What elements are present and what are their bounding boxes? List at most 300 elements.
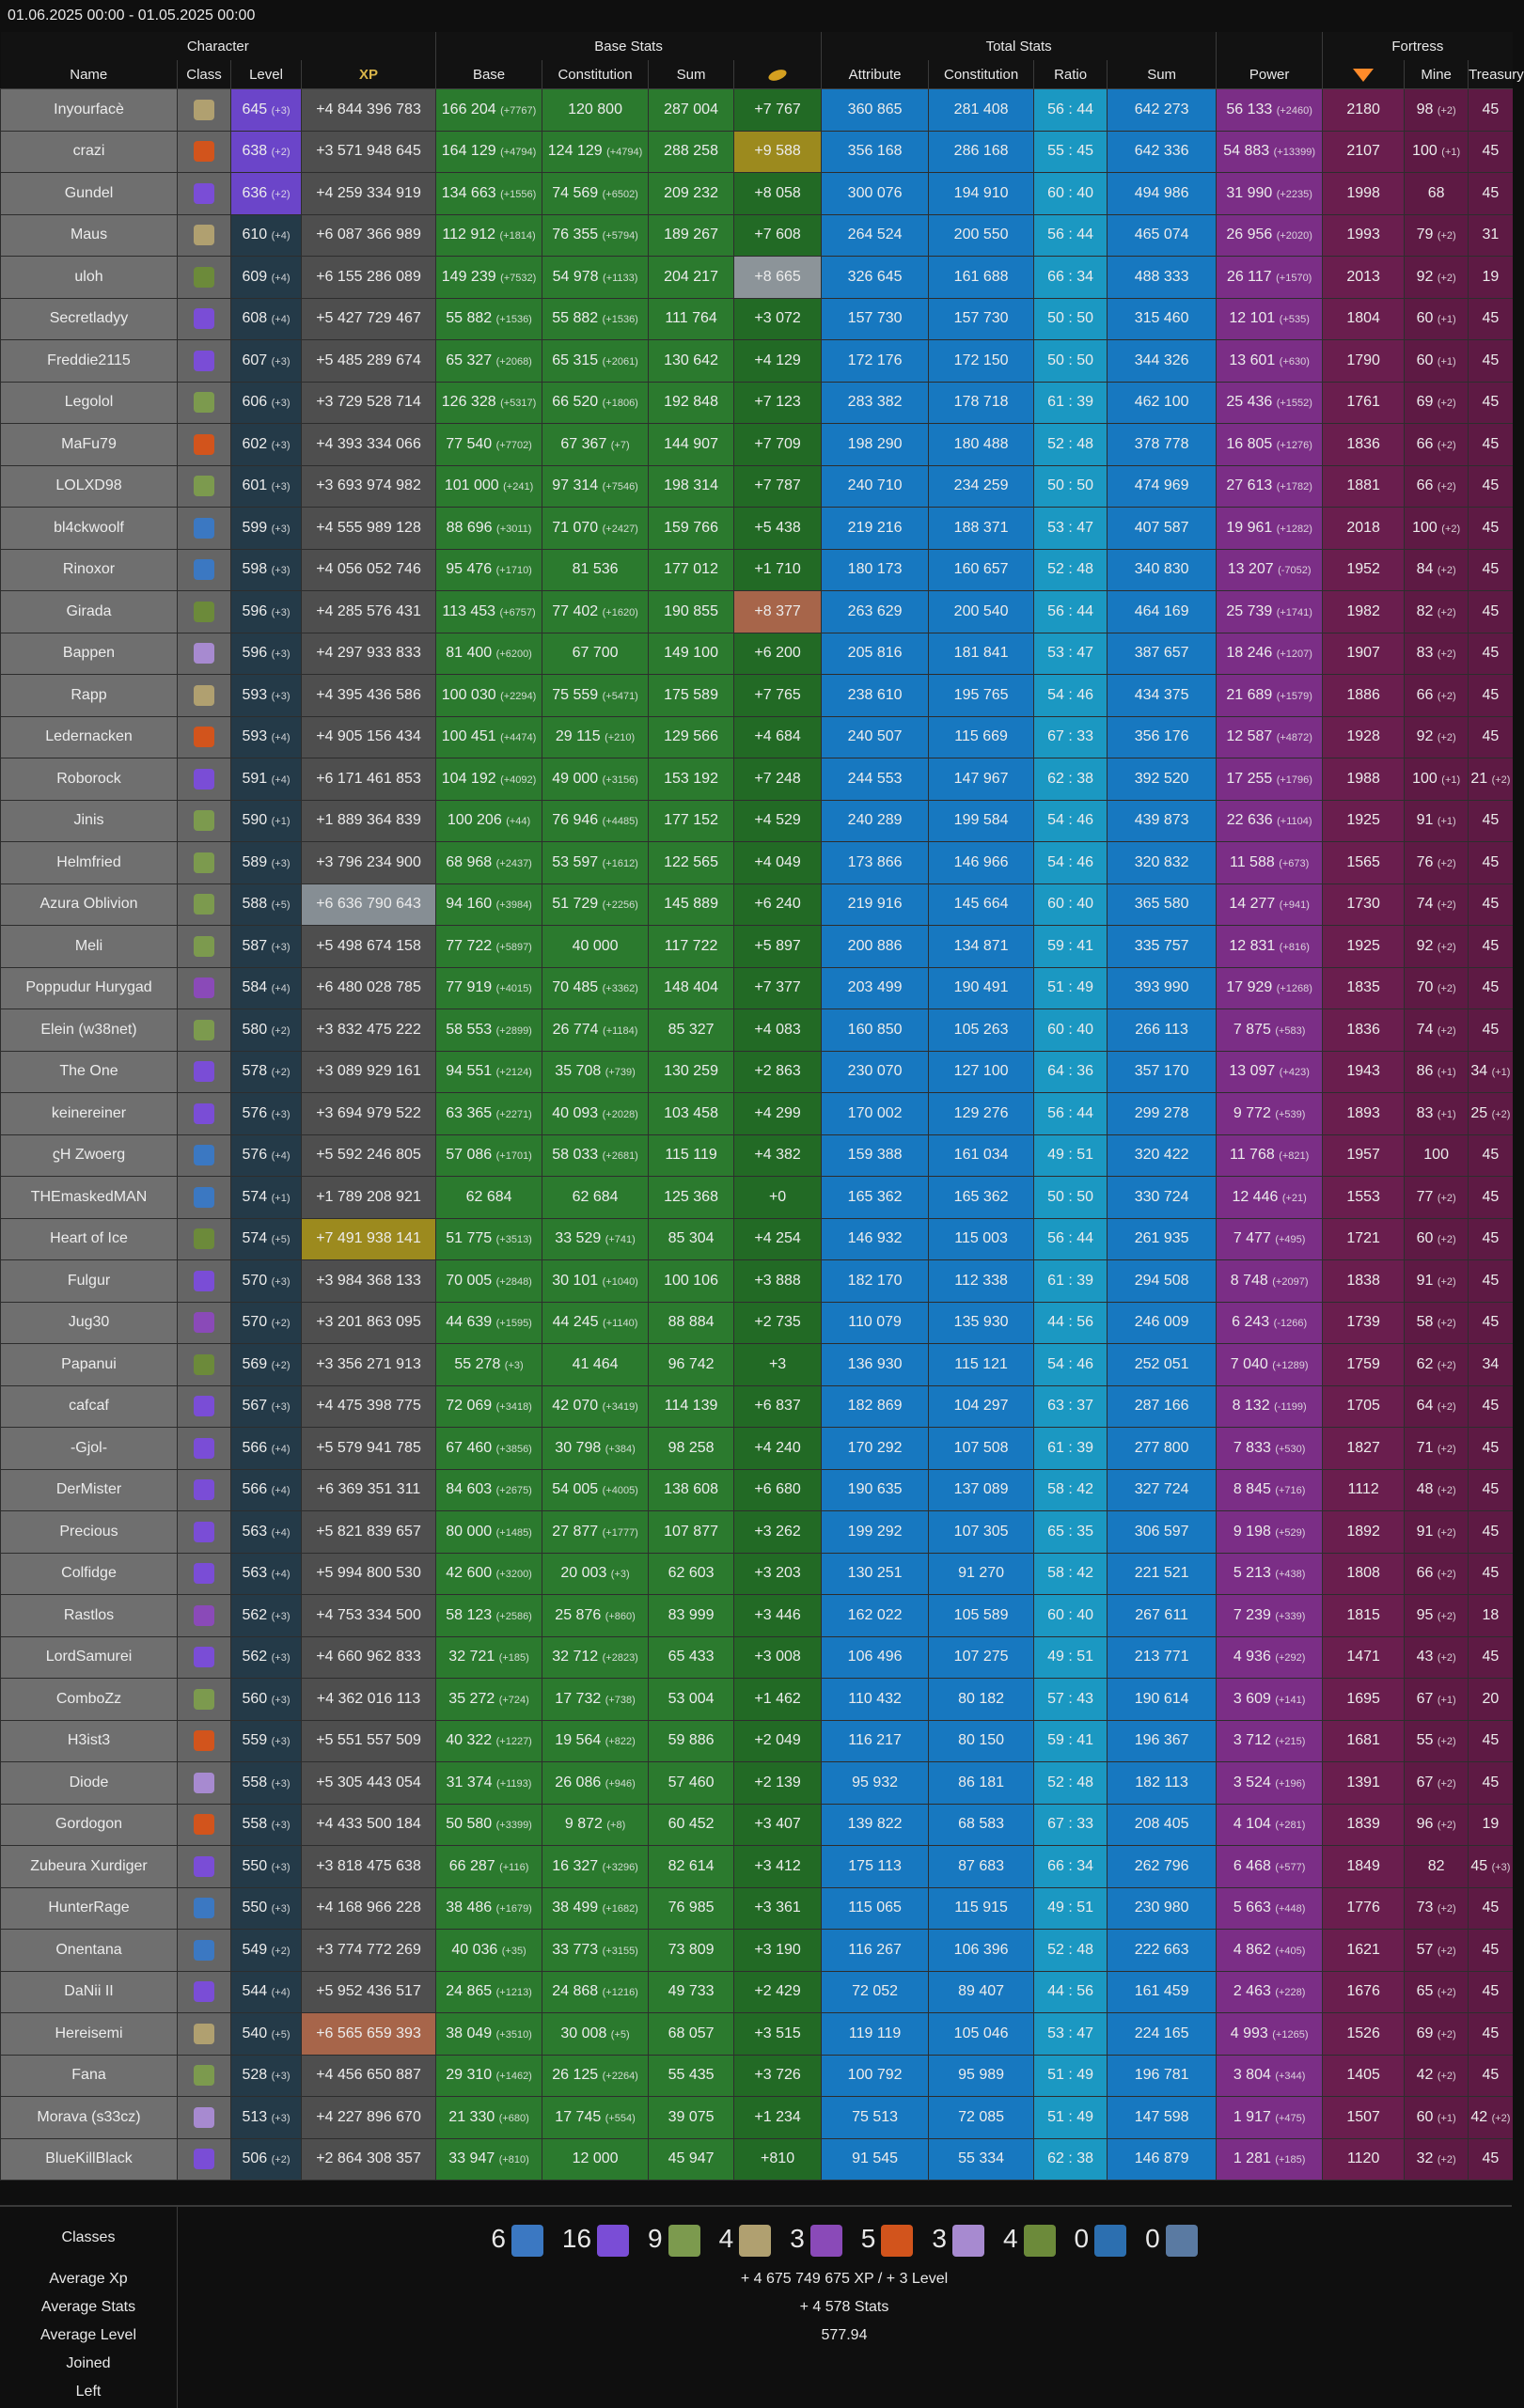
treasury-level — [1469, 382, 1513, 424]
base-sum-value: 39 075 — [668, 2108, 715, 2125]
table-row[interactable] — [1, 1930, 1513, 1972]
table-row[interactable] — [1, 1971, 1513, 2013]
power-value: 13 601 — [1229, 352, 1276, 368]
total-constitution — [929, 675, 1034, 717]
base-sum — [649, 1428, 734, 1470]
stat-gain — [734, 1134, 822, 1177]
power-value: 26 117 — [1226, 268, 1272, 285]
total-constitution — [929, 298, 1034, 340]
class-cell — [178, 382, 231, 424]
xp — [302, 214, 436, 257]
base-sum-value: 111 764 — [665, 310, 717, 327]
mine-level — [1405, 2013, 1469, 2056]
stat-ratio — [1034, 716, 1108, 758]
total-sum — [1108, 926, 1217, 968]
base-constitution — [542, 1218, 649, 1260]
group-character: Character — [1, 32, 436, 60]
base-sum — [649, 508, 734, 550]
table-row[interactable] — [1, 716, 1513, 758]
base-constitution-delta: (+741) — [605, 1234, 636, 1246]
xp — [302, 508, 436, 550]
total-sum-value: 340 830 — [1134, 561, 1189, 578]
treasury-level — [1469, 1051, 1513, 1093]
class-count — [719, 2224, 772, 2257]
table-row[interactable] — [1, 1679, 1513, 1721]
table-row[interactable] — [1, 2138, 1513, 2181]
xp-value: +5 485 289 674 — [316, 352, 421, 368]
total-attribute — [822, 1720, 929, 1762]
col-level[interactable]: Level — [231, 60, 302, 89]
level — [231, 1636, 302, 1679]
table-row[interactable] — [1, 633, 1513, 675]
level — [231, 967, 302, 1009]
table-row[interactable] — [1, 424, 1513, 466]
stat-ratio-value: 61 : 39 — [1047, 1439, 1094, 1456]
treasury-level — [1469, 2138, 1513, 2181]
label-left: Left — [75, 2384, 102, 2400]
mine-level — [1405, 675, 1469, 717]
col-bonus[interactable] — [734, 60, 822, 89]
treasury-level — [1469, 1720, 1513, 1762]
mine-level-delta: (+2) — [1441, 523, 1461, 535]
base-sum-value: 59 886 — [668, 1732, 715, 1749]
table-row[interactable] — [1, 465, 1513, 508]
gem-level — [1323, 2013, 1405, 2056]
base-stat — [436, 1260, 542, 1303]
xp — [302, 1260, 436, 1303]
level — [231, 1134, 302, 1177]
table-row[interactable] — [1, 89, 1513, 132]
base-constitution-delta: (+4005) — [602, 1485, 638, 1497]
level-delta: (+5) — [271, 1234, 291, 1246]
table-row[interactable] — [1, 1511, 1513, 1554]
class-count-value: 5 — [860, 2224, 876, 2253]
table-row[interactable] — [1, 1051, 1513, 1093]
total-constitution — [929, 1553, 1034, 1595]
xp — [302, 1511, 436, 1554]
gem-level — [1323, 591, 1405, 633]
power — [1217, 1009, 1323, 1052]
table-row[interactable] — [1, 340, 1513, 383]
base-constitution-value: 49 000 — [552, 770, 599, 787]
xp-value: +1 789 208 921 — [316, 1188, 421, 1205]
class-cell — [178, 1177, 231, 1219]
col-name[interactable]: Name — [1, 60, 178, 89]
table-row[interactable] — [1, 131, 1513, 173]
treasury-level-value: 45 — [1482, 1439, 1500, 1456]
base-stat-delta: (+1595) — [495, 1318, 532, 1330]
base-sum — [649, 800, 734, 842]
table-row[interactable] — [1, 1720, 1513, 1762]
table-row[interactable] — [1, 1177, 1513, 1219]
total-attribute-value: 182 170 — [847, 1272, 903, 1289]
table-row[interactable] — [1, 1134, 1513, 1177]
mine-level-delta: (+2) — [1437, 1359, 1456, 1371]
level-value: 610 — [242, 227, 268, 243]
table-row[interactable] — [1, 382, 1513, 424]
mine-level-delta: (+2) — [1437, 1234, 1456, 1246]
xp — [302, 1177, 436, 1219]
treasury-level-value: 45 — [1482, 1774, 1500, 1790]
stat-gain — [734, 1887, 822, 1930]
stat-gain — [734, 1428, 822, 1470]
player-name — [1, 424, 178, 466]
treasury-level — [1469, 675, 1513, 717]
stat-gain — [734, 1260, 822, 1303]
base-constitution-delta: (+1140) — [603, 1318, 638, 1330]
table-row[interactable] — [1, 1887, 1513, 1930]
total-constitution-value: 91 270 — [958, 1565, 1005, 1582]
class-cell — [178, 1385, 231, 1428]
base-constitution-value: 12 000 — [572, 2150, 619, 2167]
total-constitution-value: 194 910 — [953, 184, 1009, 201]
gem-level-value: 2107 — [1346, 143, 1380, 160]
base-sum-value: 49 733 — [668, 1983, 715, 2000]
table-row[interactable] — [1, 800, 1513, 842]
gem-level-value: 1739 — [1346, 1314, 1380, 1331]
class-count-value: 4 — [718, 2224, 734, 2253]
stat-ratio-value: 58 : 42 — [1047, 1565, 1094, 1582]
col-ratio[interactable]: Ratio — [1034, 60, 1108, 89]
base-stat-delta: (+2675) — [495, 1485, 532, 1497]
stat-ratio-value: 44 : 56 — [1047, 1983, 1094, 2000]
total-sum — [1108, 508, 1217, 550]
table-row[interactable] — [1, 2097, 1513, 2139]
col-mine[interactable]: Mine — [1405, 60, 1469, 89]
table-row[interactable] — [1, 1385, 1513, 1428]
xp-value: +5 551 557 509 — [316, 1732, 421, 1749]
col-class[interactable]: Class — [178, 60, 231, 89]
level-delta: (+4) — [271, 983, 291, 995]
mine-level-value: 74 — [1416, 1021, 1434, 1038]
power-delta: (+495) — [1275, 1234, 1306, 1246]
player-name-value: DerMister — [55, 1481, 122, 1498]
total-attribute-value: 106 496 — [847, 1649, 903, 1665]
base-sum — [649, 424, 734, 466]
table-row[interactable] — [1, 1804, 1513, 1846]
table-row[interactable] — [1, 1302, 1513, 1344]
table-row[interactable] — [1, 1344, 1513, 1386]
base-constitution-value: 33 529 — [555, 1230, 602, 1247]
stat-gain-value: +3 888 — [754, 1272, 801, 1289]
base-sum — [649, 675, 734, 717]
power-value: 1 917 — [1233, 2108, 1271, 2125]
col-xp[interactable]: XP — [302, 60, 436, 89]
class-count-value: 0 — [1074, 2224, 1090, 2253]
table-row[interactable] — [1, 1009, 1513, 1052]
gem-level-value: 2018 — [1346, 519, 1380, 536]
power — [1217, 883, 1323, 926]
base-sum-value: 130 642 — [664, 352, 718, 368]
gem-level-value: 1849 — [1346, 1857, 1380, 1874]
stat-ratio-value: 49 : 51 — [1047, 1147, 1094, 1164]
level — [231, 214, 302, 257]
gem-level-value: 1943 — [1346, 1063, 1380, 1080]
power — [1217, 1469, 1323, 1511]
table-row[interactable] — [1, 883, 1513, 926]
mine-level — [1405, 967, 1469, 1009]
table-row[interactable] — [1, 1428, 1513, 1470]
total-constitution — [929, 1636, 1034, 1679]
total-sum-value: 387 657 — [1134, 645, 1189, 662]
player-name-value: Helmfried — [56, 853, 121, 870]
class-cell — [178, 424, 231, 466]
stat-gain-value: +3 446 — [754, 1606, 801, 1623]
table-row[interactable] — [1, 967, 1513, 1009]
total-sum — [1108, 1887, 1217, 1930]
class-cell — [178, 967, 231, 1009]
player-name — [1, 340, 178, 383]
mine-level — [1405, 508, 1469, 550]
stat-gain — [734, 1846, 822, 1888]
level-value: 567 — [242, 1398, 268, 1415]
player-name-value: Elein (w38net) — [40, 1021, 137, 1038]
table-row[interactable] — [1, 1553, 1513, 1595]
base-constitution-delta: (+4794) — [606, 147, 643, 159]
stat-gain — [734, 926, 822, 968]
total-sum — [1108, 883, 1217, 926]
table-row[interactable] — [1, 2055, 1513, 2097]
base-stat — [436, 1302, 542, 1344]
gem-level-value: 1112 — [1347, 1481, 1379, 1498]
col-constitution[interactable]: Constitution — [542, 60, 649, 89]
table-row[interactable] — [1, 758, 1513, 801]
total-attribute-value: 162 022 — [847, 1606, 903, 1623]
base-sum — [649, 633, 734, 675]
power — [1217, 1971, 1323, 2013]
col-power[interactable]: Power — [1217, 60, 1323, 89]
xp-value: +4 456 650 887 — [316, 2067, 421, 2084]
mine-level-delta: (+1) — [1441, 147, 1461, 159]
total-sum-value: 147 598 — [1134, 2108, 1189, 2125]
power — [1217, 1511, 1323, 1554]
power-value: 26 956 — [1226, 227, 1273, 243]
stat-gain-value: +3 203 — [754, 1565, 801, 1582]
table-row[interactable] — [1, 549, 1513, 591]
total-attribute-value: 95 932 — [852, 1774, 899, 1790]
mine-level-value: 83 — [1416, 1104, 1434, 1121]
treasury-level-value: 45 — [1482, 1021, 1500, 1038]
mine-level — [1405, 800, 1469, 842]
base-stat-delta: (+4794) — [500, 147, 537, 159]
table-row[interactable] — [1, 1595, 1513, 1637]
power-delta: (+1207) — [1276, 649, 1312, 661]
base-sum-value: 175 589 — [664, 686, 718, 703]
table-row[interactable] — [1, 173, 1513, 215]
table-row[interactable] — [1, 1846, 1513, 1888]
player-name — [1, 1930, 178, 1972]
table-row[interactable] — [1, 1469, 1513, 1511]
mine-level-delta: (+2) — [1437, 565, 1456, 577]
level — [231, 173, 302, 215]
gem-level — [1323, 1511, 1405, 1554]
stat-ratio-value: 50 : 50 — [1047, 310, 1094, 327]
col-treasury[interactable]: Treasury — [1469, 60, 1513, 89]
stat-ratio-value: 59 : 41 — [1047, 937, 1094, 954]
base-constitution-value: 38 499 — [552, 1900, 599, 1916]
table-row[interactable] — [1, 1260, 1513, 1303]
base-stat-delta: (+3418) — [495, 1401, 532, 1414]
total-constitution-value: 180 488 — [953, 435, 1009, 452]
total-sum-value: 267 611 — [1135, 1606, 1188, 1623]
col-total-sum[interactable]: Sum — [1108, 60, 1217, 89]
total-sum — [1108, 591, 1217, 633]
level — [231, 89, 302, 132]
mine-level-delta: (+2) — [1437, 1526, 1456, 1539]
base-stat — [436, 967, 542, 1009]
player-name — [1, 131, 178, 173]
col-base[interactable]: Base — [436, 60, 542, 89]
table-row[interactable] — [1, 508, 1513, 550]
power-delta: (+1741) — [1276, 606, 1312, 618]
base-constitution — [542, 675, 649, 717]
power-delta: (+281) — [1275, 1820, 1306, 1832]
stat-ratio — [1034, 675, 1108, 717]
base-constitution — [542, 1553, 649, 1595]
table-row[interactable] — [1, 298, 1513, 340]
base-sum-value: 148 404 — [664, 979, 718, 996]
mine-level-delta: (+2) — [1437, 230, 1456, 242]
stat-gain-value: +3 361 — [754, 1900, 801, 1916]
stat-gain-value: +4 299 — [754, 1104, 801, 1121]
base-constitution — [542, 1009, 649, 1052]
col-sum[interactable]: Sum — [649, 60, 734, 89]
gem-level — [1323, 1930, 1405, 1972]
scout-class-icon — [194, 936, 214, 957]
player-name-value: cafcaf — [69, 1398, 109, 1415]
col-attribute[interactable]: Attribute — [822, 60, 929, 89]
table-row[interactable] — [1, 675, 1513, 717]
class-cell — [178, 2097, 231, 2139]
level — [231, 1344, 302, 1386]
bard-class-icon — [194, 1187, 214, 1208]
base-sum-value: 45 947 — [668, 2150, 715, 2167]
table-row[interactable] — [1, 926, 1513, 968]
stat-ratio — [1034, 1260, 1108, 1303]
total-attribute-value: 165 362 — [847, 1188, 903, 1205]
total-sum-value: 252 051 — [1134, 1355, 1189, 1372]
base-stat — [436, 633, 542, 675]
treasury-level — [1469, 214, 1513, 257]
table-row[interactable] — [1, 1762, 1513, 1805]
xp — [302, 1720, 436, 1762]
table-row[interactable] — [1, 591, 1513, 633]
total-sum-value: 330 724 — [1134, 1188, 1189, 1205]
gem-level — [1323, 1009, 1405, 1052]
stat-gain — [734, 298, 822, 340]
level-value: 562 — [242, 1649, 268, 1665]
base-stat-value: 80 000 — [446, 1523, 493, 1540]
treasury-level-value: 25 — [1470, 1104, 1488, 1121]
gem-level — [1323, 1720, 1405, 1762]
base-stat-value: 67 460 — [446, 1439, 493, 1456]
gem-level-value: 1676 — [1346, 1983, 1380, 2000]
gem-level — [1323, 89, 1405, 132]
base-stat-value: 58 553 — [446, 1021, 493, 1038]
total-attribute-value: 356 168 — [847, 143, 903, 160]
col-gem[interactable] — [1323, 60, 1405, 89]
treasury-level — [1469, 1009, 1513, 1052]
base-stat-value: 77 722 — [446, 937, 493, 954]
stat-ratio — [1034, 926, 1108, 968]
table-row[interactable] — [1, 1636, 1513, 1679]
total-sum-value: 488 333 — [1134, 268, 1189, 285]
class-cell — [178, 675, 231, 717]
base-stat-value: 149 239 — [441, 268, 496, 285]
total-attribute — [822, 298, 929, 340]
base-stat-delta: (+3) — [504, 1359, 524, 1371]
mine-level — [1405, 758, 1469, 801]
level-value: 587 — [242, 937, 268, 954]
scout-class-icon — [194, 2065, 214, 2086]
player-name — [1, 1385, 178, 1428]
table-row[interactable] — [1, 842, 1513, 884]
power-value: 5 213 — [1233, 1565, 1271, 1582]
mage-class-icon — [194, 1647, 214, 1667]
base-stat-value: 65 327 — [446, 352, 493, 368]
table-row[interactable] — [1, 214, 1513, 257]
stat-gain-value: +0 — [768, 1188, 787, 1205]
table-row[interactable] — [1, 1218, 1513, 1260]
gem-level-value: 1761 — [1346, 394, 1380, 411]
xp-value: +4 362 016 113 — [316, 1690, 421, 1707]
base-sum-value: 107 877 — [664, 1523, 718, 1540]
treasury-level — [1469, 1093, 1513, 1135]
level-delta: (+3) — [271, 1694, 291, 1706]
mine-level — [1405, 2097, 1469, 2139]
gem-level — [1323, 1177, 1405, 1219]
level-delta: (+4) — [271, 1443, 291, 1455]
base-constitution-delta: (+739) — [605, 1067, 636, 1079]
gem-level-value: 1907 — [1346, 645, 1380, 662]
base-sum — [649, 89, 734, 132]
total-attribute — [822, 2138, 929, 2181]
player-name-value: Rapp — [71, 686, 107, 703]
stat-ratio — [1034, 1595, 1108, 1637]
base-sum — [649, 1385, 734, 1428]
table-row[interactable] — [1, 2013, 1513, 2056]
base-stat-value: 84 603 — [446, 1481, 493, 1498]
total-attribute — [822, 1177, 929, 1219]
label-average-level: Average Level — [40, 2327, 136, 2343]
stat-gain-value: +6 837 — [754, 1398, 801, 1415]
class-count — [1075, 2224, 1127, 2257]
mine-level-delta: (+2) — [1437, 398, 1456, 410]
class-count-value: 0 — [1145, 2224, 1160, 2253]
table-row[interactable] — [1, 1093, 1513, 1135]
xp — [302, 1762, 436, 1805]
power-value: 13 097 — [1229, 1063, 1276, 1080]
power-value: 22 636 — [1226, 812, 1273, 829]
total-constitution — [929, 1302, 1034, 1344]
base-constitution — [542, 1846, 649, 1888]
base-sum — [649, 1093, 734, 1135]
treasury-level — [1469, 1428, 1513, 1470]
table-row[interactable] — [1, 257, 1513, 299]
level-value: 580 — [242, 1021, 268, 1038]
treasury-level — [1469, 508, 1513, 550]
total-attribute-value: 172 176 — [847, 352, 903, 368]
base-stat-value: 29 310 — [446, 2067, 493, 2084]
player-name-value: Inyourfacè — [54, 101, 124, 117]
class-count — [562, 2224, 629, 2257]
base-stat — [436, 508, 542, 550]
col-total-constitution[interactable]: Constitution — [929, 60, 1034, 89]
group-base-stats: Base Stats — [436, 32, 822, 60]
total-sum-value: 335 757 — [1134, 937, 1189, 954]
xp — [302, 382, 436, 424]
stat-gain-value: +2 429 — [754, 1983, 801, 2000]
